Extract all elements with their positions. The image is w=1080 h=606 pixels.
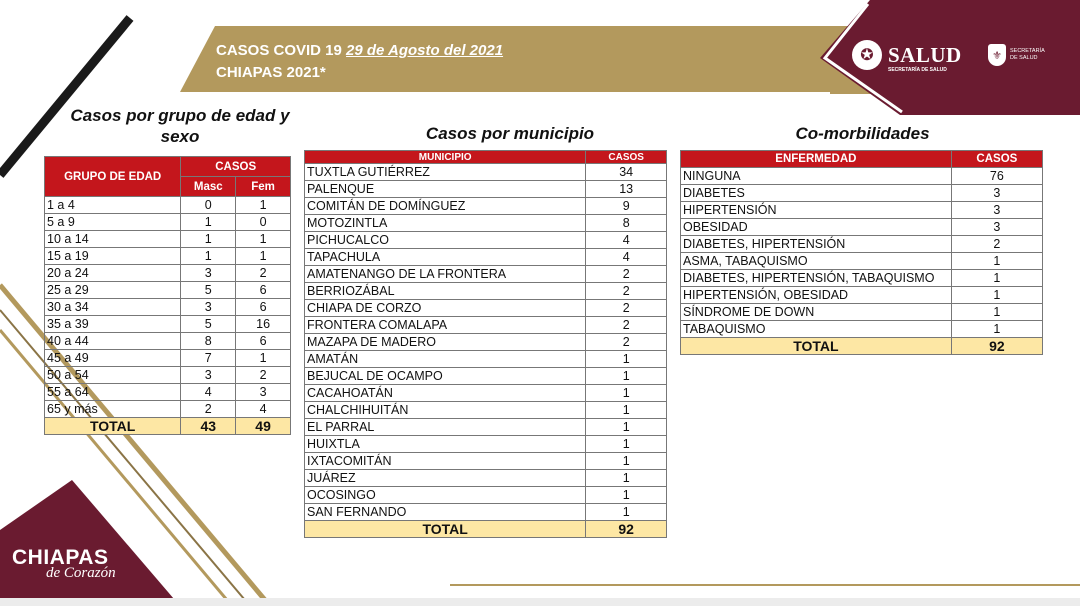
municipio-casos-cell: 1	[586, 402, 667, 419]
municipio-name-cell: BEJUCAL DE OCAMPO	[305, 368, 586, 385]
header-title	[216, 42, 503, 59]
municipio-name-cell: IXTACOMITÁN	[305, 453, 586, 470]
age-table-body	[45, 197, 291, 435]
municipio-name-cell: CACAHOATÁN	[305, 385, 586, 402]
table-row	[681, 236, 1043, 253]
municipio-table	[304, 150, 667, 538]
fem-cell: 2	[236, 367, 291, 384]
municipio-casos-cell: 2	[586, 334, 667, 351]
municipio-name-cell: JUÁREZ	[305, 470, 586, 487]
comorbidity-casos-cell: 1	[951, 287, 1042, 304]
municipio-name-cell: SAN FERNANDO	[305, 504, 586, 521]
municipio-casos-cell: 2	[586, 300, 667, 317]
comorbidity-name-cell: NINGUNA	[681, 168, 952, 185]
fem-header: Fem	[236, 177, 291, 197]
masc-cell: 0	[181, 197, 236, 214]
total-row	[681, 338, 1043, 355]
table-row	[45, 367, 291, 384]
municipio-casos-cell: 13	[586, 181, 667, 198]
fem-cell: 1	[236, 197, 291, 214]
header-subtitle: CHIAPAS 2021*	[216, 64, 326, 81]
municipio-casos-cell: 1	[586, 470, 667, 487]
fem-cell: 6	[236, 282, 291, 299]
comorbidity-name-cell: DIABETES	[681, 185, 952, 202]
fem-cell: 1	[236, 231, 291, 248]
table-row	[45, 384, 291, 401]
secretaria-line-2: DE SALUD	[1010, 55, 1038, 61]
municipio-casos-cell: 1	[586, 351, 667, 368]
masc-cell: 3	[181, 367, 236, 384]
table-row	[45, 248, 291, 265]
header-title-prefix: CASOS COVID 19	[216, 42, 342, 59]
table-row	[45, 401, 291, 418]
comorbidity-casos-cell: 1	[951, 270, 1042, 287]
table-row	[305, 402, 667, 419]
age-group-cell: 50 a 54	[45, 367, 181, 384]
age-group-cell: 65 y más	[45, 401, 181, 418]
total-casos: 92	[951, 338, 1042, 355]
age-group-cell: 30 a 34	[45, 299, 181, 316]
chiapas-logo: CHIAPAS	[12, 546, 109, 569]
masc-cell: 5	[181, 316, 236, 333]
total-label: TOTAL	[305, 521, 586, 538]
total-fem: 49	[236, 418, 291, 435]
table-row	[45, 197, 291, 214]
table-row	[305, 181, 667, 198]
municipio-casos-cell: 2	[586, 266, 667, 283]
fem-cell: 2	[236, 265, 291, 282]
table-row	[45, 282, 291, 299]
comorbidity-name-cell: HIPERTENSIÓN	[681, 202, 952, 219]
table-row	[305, 198, 667, 215]
table-row	[45, 316, 291, 333]
table-row	[681, 202, 1043, 219]
fem-cell: 0	[236, 214, 291, 231]
masc-cell: 5	[181, 282, 236, 299]
masc-header: Masc	[181, 177, 236, 197]
municipio-casos-cell: 1	[586, 436, 667, 453]
municipio-name-cell: BERRIOZÁBAL	[305, 283, 586, 300]
total-row	[45, 418, 291, 435]
table-row	[305, 487, 667, 504]
bottom-strip	[0, 598, 1080, 606]
municipio-name-cell: FRONTERA COMALAPA	[305, 317, 586, 334]
table-row	[681, 185, 1043, 202]
municipio-name-cell: AMATENANGO DE LA FRONTERA	[305, 266, 586, 283]
municipio-casos-cell: 1	[586, 419, 667, 436]
table-row	[305, 164, 667, 181]
comorbidity-casos-cell: 1	[951, 321, 1042, 338]
comorbidity-name-cell: TABAQUISMO	[681, 321, 952, 338]
table-row	[45, 333, 291, 350]
table-row	[681, 168, 1043, 185]
comorbidity-name-cell: HIPERTENSIÓN, OBESIDAD	[681, 287, 952, 304]
municipio-name-cell: PICHUCALCO	[305, 232, 586, 249]
shield-emblem-icon: ⚜	[988, 44, 1006, 66]
chiapas-tagline: de Corazón	[46, 565, 116, 581]
municipio-casos-cell: 1	[586, 385, 667, 402]
municipio-name-cell: OCOSINGO	[305, 487, 586, 504]
comorbidity-name-cell: DIABETES, HIPERTENSIÓN	[681, 236, 952, 253]
age-sex-table	[44, 156, 291, 435]
table-row	[305, 470, 667, 487]
masc-cell: 1	[181, 231, 236, 248]
municipio-casos-cell: 34	[586, 164, 667, 181]
comorbidity-casos-cell: 3	[951, 202, 1042, 219]
table-row	[305, 436, 667, 453]
municipio-name-cell: CHIAPA DE CORZO	[305, 300, 586, 317]
salud-logo-subtext: SECRETARÍA DE SALUD	[888, 67, 947, 73]
comorbidity-name-cell: OBESIDAD	[681, 219, 952, 236]
municipio-name-cell: TAPACHULA	[305, 249, 586, 266]
enfermedad-header: ENFERMEDAD	[681, 151, 952, 168]
total-casos: 92	[586, 521, 667, 538]
comorbidity-casos-cell: 76	[951, 168, 1042, 185]
table-row	[305, 368, 667, 385]
municipio-casos-cell: 4	[586, 232, 667, 249]
municipio-casos-cell: 1	[586, 368, 667, 385]
comorbidity-casos-cell: 3	[951, 219, 1042, 236]
municipio-table-body	[305, 164, 667, 538]
municipio-casos-cell: 4	[586, 249, 667, 266]
municipio-name-cell: MOTOZINTLA	[305, 215, 586, 232]
municipio-name-cell: TUXTLA GUTIÉRREZ	[305, 164, 586, 181]
comorbidity-casos-cell: 1	[951, 304, 1042, 321]
municipio-name-cell: CHALCHIHUITÁN	[305, 402, 586, 419]
salud-logo-text: SALUD	[888, 42, 962, 67]
table-row	[681, 304, 1043, 321]
age-group-cell: 1 a 4	[45, 197, 181, 214]
total-row	[305, 521, 667, 538]
table-row	[305, 249, 667, 266]
comorbidity-table-body	[681, 168, 1043, 355]
municipio-casos-header: CASOS	[586, 151, 667, 164]
age-group-cell: 40 a 44	[45, 333, 181, 350]
comorbidity-table	[680, 150, 1043, 355]
total-label: TOTAL	[45, 418, 181, 435]
masc-cell: 8	[181, 333, 236, 350]
municipio-section-title: Casos por municipio	[425, 124, 595, 143]
comorbidity-casos-cell: 3	[951, 185, 1042, 202]
total-masc: 43	[181, 418, 236, 435]
age-group-cell: 35 a 39	[45, 316, 181, 333]
header-date: 29 de Agosto del 2021	[346, 42, 504, 59]
table-row	[305, 266, 667, 283]
municipio-name-cell: HUIXTLA	[305, 436, 586, 453]
comorbidity-casos-cell: 1	[951, 253, 1042, 270]
age-group-header: GRUPO DE EDAD	[45, 157, 181, 197]
table-row	[305, 232, 667, 249]
fem-cell: 6	[236, 333, 291, 350]
age-group-cell: 45 a 49	[45, 350, 181, 367]
municipio-name-cell: AMATÁN	[305, 351, 586, 368]
age-group-cell: 15 a 19	[45, 248, 181, 265]
municipio-header: MUNICIPIO	[305, 151, 586, 164]
table-row	[305, 504, 667, 521]
comorbidity-name-cell: DIABETES, HIPERTENSIÓN, TABAQUISMO	[681, 270, 952, 287]
table-row	[305, 453, 667, 470]
municipio-casos-cell: 1	[586, 453, 667, 470]
table-row	[681, 287, 1043, 304]
municipio-casos-cell: 2	[586, 317, 667, 334]
municipio-name-cell: PALENQUE	[305, 181, 586, 198]
masc-cell: 7	[181, 350, 236, 367]
masc-cell: 2	[181, 401, 236, 418]
fem-cell: 1	[236, 350, 291, 367]
municipio-casos-cell: 2	[586, 283, 667, 300]
municipio-name-cell: MAZAPA DE MADERO	[305, 334, 586, 351]
table-row	[45, 350, 291, 367]
municipio-casos-cell: 1	[586, 504, 667, 521]
age-group-cell: 5 a 9	[45, 214, 181, 231]
table-row	[305, 215, 667, 232]
age-group-cell: 10 a 14	[45, 231, 181, 248]
table-row	[305, 334, 667, 351]
maroon-footer-shape	[0, 480, 180, 606]
table-row	[681, 219, 1043, 236]
comorbidity-casos-cell: 2	[951, 236, 1042, 253]
fem-cell: 16	[236, 316, 291, 333]
table-row	[681, 253, 1043, 270]
salud-logo	[852, 40, 962, 70]
table-row	[45, 299, 291, 316]
casos-header: CASOS	[181, 157, 291, 177]
comorbidity-name-cell: ASMA, TABAQUISMO	[681, 253, 952, 270]
masc-cell: 1	[181, 214, 236, 231]
table-row	[305, 300, 667, 317]
comorbidity-section-title: Co-morbilidades	[795, 124, 930, 143]
comorbidity-name-cell: SÍNDROME DE DOWN	[681, 304, 952, 321]
table-row	[305, 317, 667, 334]
fem-cell: 3	[236, 384, 291, 401]
fem-cell: 1	[236, 248, 291, 265]
secretaria-logo	[988, 44, 1045, 66]
eagle-emblem-icon: ✪	[852, 40, 882, 70]
fem-cell: 4	[236, 401, 291, 418]
table-row	[681, 321, 1043, 338]
table-row	[45, 214, 291, 231]
fem-cell: 6	[236, 299, 291, 316]
municipio-casos-cell: 1	[586, 487, 667, 504]
age-group-cell: 25 a 29	[45, 282, 181, 299]
table-row	[305, 419, 667, 436]
age-group-cell: 55 a 64	[45, 384, 181, 401]
table-row	[681, 270, 1043, 287]
table-row	[45, 231, 291, 248]
masc-cell: 3	[181, 299, 236, 316]
table-row	[305, 351, 667, 368]
age-group-cell: 20 a 24	[45, 265, 181, 282]
total-label: TOTAL	[681, 338, 952, 355]
age-section-title: Casos por grupo de edad y sexo	[70, 106, 290, 146]
diagonal-line-black	[0, 18, 130, 175]
masc-cell: 1	[181, 248, 236, 265]
municipio-casos-cell: 9	[586, 198, 667, 215]
table-row	[45, 265, 291, 282]
municipio-casos-cell: 8	[586, 215, 667, 232]
masc-cell: 3	[181, 265, 236, 282]
municipio-name-cell: EL PARRAL	[305, 419, 586, 436]
secretaria-logo-text	[1010, 48, 1045, 62]
municipio-name-cell: COMITÁN DE DOMÍNGUEZ	[305, 198, 586, 215]
secretaria-line-1: SECRETARÍA	[1010, 48, 1045, 54]
table-row	[305, 283, 667, 300]
masc-cell: 4	[181, 384, 236, 401]
comorbidity-casos-header: CASOS	[951, 151, 1042, 168]
table-row	[305, 385, 667, 402]
